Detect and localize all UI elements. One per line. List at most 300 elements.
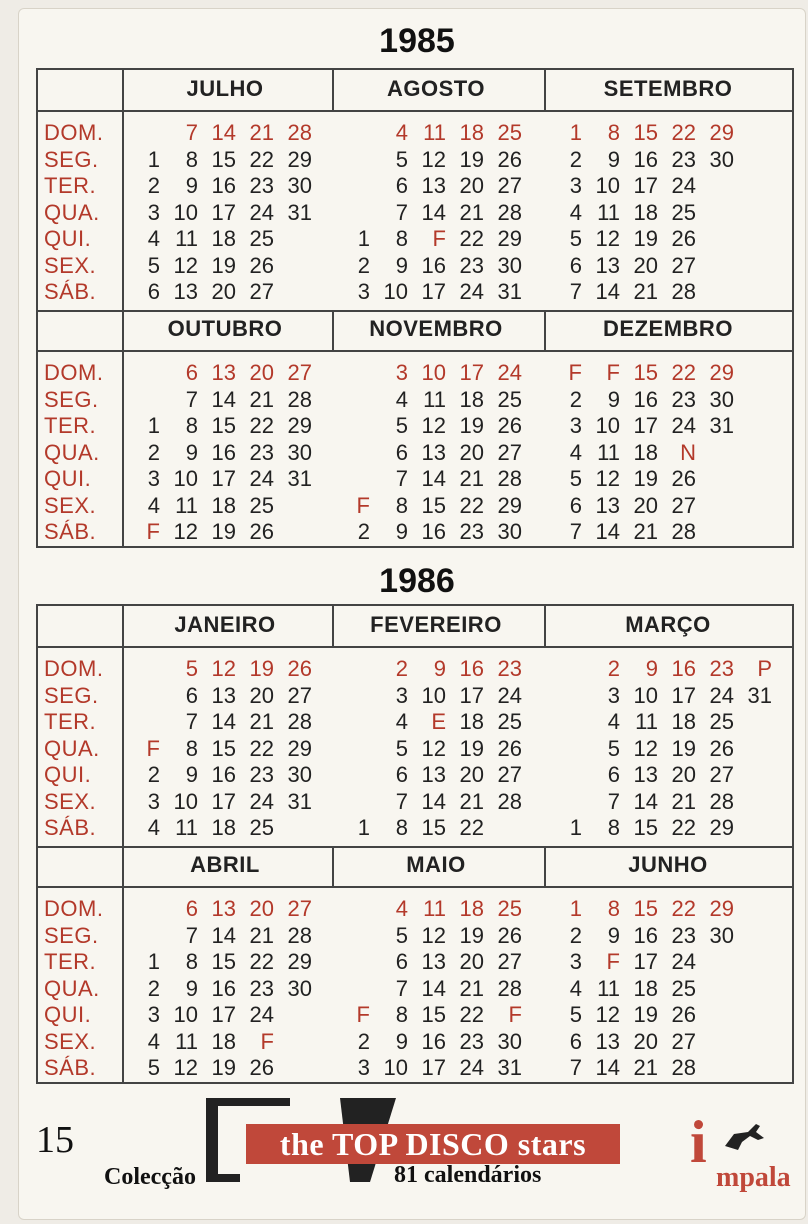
day-number: 10	[173, 466, 198, 491]
day-number: 14	[421, 975, 446, 1001]
day-number: 13	[595, 1028, 620, 1054]
day-number: 22	[671, 360, 696, 385]
collection-label: Colecção	[104, 1164, 196, 1190]
month-name: NOVEMBRO	[369, 316, 503, 341]
day-number: 24	[709, 682, 734, 708]
day-number: 10	[595, 413, 620, 438]
day-number: 20	[249, 360, 274, 385]
day-number: 14	[595, 279, 620, 304]
day-number: 7	[569, 1055, 582, 1080]
day-number: 28	[287, 386, 312, 412]
day-number: 3	[147, 466, 160, 491]
day-number: 10	[173, 199, 198, 225]
day-number: 16	[421, 252, 446, 278]
day-number: 20	[633, 492, 658, 518]
day-label: QUI.	[44, 762, 92, 787]
day-number: 6	[607, 762, 620, 787]
day-number: 23	[459, 1028, 484, 1054]
day-number: 12	[595, 1002, 620, 1027]
day-number: 3	[357, 1055, 370, 1080]
day-number: 1	[357, 226, 370, 251]
day-number: 7	[569, 519, 582, 544]
day-number: 2	[569, 146, 582, 172]
day-number: 24	[497, 360, 522, 385]
day-number: 15	[633, 815, 658, 840]
day-number: 24	[497, 682, 522, 708]
day-number: 19	[633, 226, 658, 251]
month-name: DEZEMBRO	[603, 316, 733, 341]
month-name: ABRIL	[190, 852, 260, 877]
day-number: 29	[497, 492, 522, 518]
day-number: 30	[497, 1028, 522, 1054]
day-number: 18	[459, 896, 484, 921]
day-number: 5	[395, 735, 408, 761]
day-number: 3	[569, 949, 582, 974]
day-number: 26	[671, 466, 696, 491]
day-number: 31	[287, 788, 312, 814]
day-number: 29	[287, 735, 312, 761]
day-number: 14	[211, 386, 236, 412]
day-number: 8	[395, 226, 408, 251]
day-number: 27	[249, 279, 274, 304]
day-number: 10	[595, 173, 620, 198]
day-number: 10	[421, 682, 446, 708]
day-number: 9	[395, 252, 408, 278]
day-number: 26	[497, 735, 522, 761]
day-number: 11	[175, 815, 198, 840]
day-number: 7	[395, 199, 408, 225]
day-number: 11	[175, 1028, 198, 1054]
day-number: 28	[671, 519, 696, 544]
day-number: 31	[747, 682, 772, 708]
day-number: 20	[211, 279, 236, 304]
day-number: 20	[459, 949, 484, 974]
day-number: 6	[395, 439, 408, 465]
day-number: 10	[383, 1055, 408, 1080]
day-number: 28	[287, 120, 312, 145]
day-label: DOM.	[44, 360, 104, 385]
day-number: 19	[459, 735, 484, 761]
day-number: 29	[287, 949, 312, 974]
day-label: SEX.	[44, 788, 97, 814]
day-number: 20	[249, 896, 274, 921]
day-number: 24	[459, 1055, 484, 1080]
day-number: 27	[671, 492, 696, 518]
day-number: 5	[395, 413, 408, 438]
day-number: 3	[569, 413, 582, 438]
day-number: F	[508, 1002, 522, 1027]
day-label: SÁB.	[44, 279, 97, 304]
card-number: 15	[36, 1119, 74, 1161]
day-label: SEG.	[44, 146, 99, 172]
day-number: 20	[459, 762, 484, 787]
day-label: QUI.	[44, 1002, 92, 1027]
day-number: 2	[569, 386, 582, 412]
day-number: 21	[671, 788, 696, 814]
day-number: 14	[421, 788, 446, 814]
day-number: 16	[421, 1028, 446, 1054]
day-number: 4	[395, 896, 408, 921]
day-number: 17	[633, 413, 658, 438]
day-number: 3	[395, 360, 408, 385]
day-number: 2	[607, 656, 620, 681]
day-number: 20	[633, 252, 658, 278]
day-number: 22	[249, 146, 274, 172]
day-number: 6	[569, 252, 582, 278]
day-number: 19	[459, 146, 484, 172]
month-name: MARÇO	[625, 612, 711, 637]
day-number: 27	[287, 360, 312, 385]
day-number: 1	[147, 949, 160, 974]
impala-logo	[690, 1109, 791, 1193]
day-number: 24	[671, 173, 696, 198]
day-number: 28	[497, 466, 522, 491]
day-number: 17	[633, 949, 658, 974]
day-number: 21	[459, 788, 484, 814]
day-number: 28	[671, 279, 696, 304]
day-number: 17	[459, 360, 484, 385]
day-number: 18	[633, 199, 658, 225]
day-number: 8	[395, 1002, 408, 1027]
day-number: 7	[607, 788, 620, 814]
day-number: 14	[595, 519, 620, 544]
day-number: 25	[497, 386, 522, 412]
day-number: 12	[421, 413, 446, 438]
day-number: 21	[249, 386, 274, 412]
grid-line	[122, 70, 124, 546]
day-number: 15	[211, 949, 236, 974]
day-number: 24	[459, 279, 484, 304]
day-number: 25	[709, 709, 734, 734]
impala-rest: mpala	[716, 1162, 791, 1193]
day-number: 3	[147, 199, 160, 225]
day-number: 2	[395, 656, 408, 681]
day-number: 7	[395, 466, 408, 491]
day-number: 4	[395, 120, 408, 145]
day-number: 7	[185, 922, 198, 948]
day-number: 16	[671, 656, 696, 681]
day-label: DOM.	[44, 896, 104, 921]
day-number: 29	[709, 896, 734, 921]
day-number: 4	[147, 1028, 160, 1054]
day-number: 22	[671, 896, 696, 921]
day-number: 16	[633, 386, 658, 412]
day-number: 5	[569, 1002, 582, 1027]
day-number: 3	[395, 682, 408, 708]
day-number: 21	[459, 199, 484, 225]
day-number: 28	[497, 199, 522, 225]
day-number: 26	[497, 922, 522, 948]
day-label: QUA.	[44, 199, 100, 225]
day-number: 21	[249, 709, 274, 734]
day-number: 20	[249, 682, 274, 708]
day-number: 18	[671, 709, 696, 734]
day-number: 25	[671, 199, 696, 225]
day-number: 3	[147, 1002, 160, 1027]
day-number: 25	[249, 226, 274, 251]
day-number: 18	[459, 386, 484, 412]
day-number: 6	[147, 279, 160, 304]
day-number: 22	[459, 815, 484, 840]
day-number: 15	[421, 815, 446, 840]
day-number: 25	[671, 975, 696, 1001]
day-number: 28	[671, 1055, 696, 1080]
day-number: 15	[633, 896, 658, 921]
day-number: 4	[569, 199, 582, 225]
day-number: 1	[147, 413, 160, 438]
day-number: 3	[357, 279, 370, 304]
day-number: 19	[671, 735, 696, 761]
day-label: SÁB.	[44, 519, 97, 544]
day-number: 5	[569, 226, 582, 251]
day-number: 23	[671, 922, 696, 948]
day-label: TER.	[44, 173, 97, 198]
day-number: 5	[569, 466, 582, 491]
day-number: 9	[607, 386, 620, 412]
calendar-count: 81 calendários	[394, 1162, 542, 1188]
day-number: 12	[421, 735, 446, 761]
impala-initial: i	[690, 1109, 707, 1175]
day-number: 4	[147, 226, 160, 251]
day-number: 18	[459, 120, 484, 145]
day-number: 21	[633, 519, 658, 544]
day-number: 13	[421, 762, 446, 787]
day-number: 6	[569, 1028, 582, 1054]
day-number: 19	[211, 252, 236, 278]
day-number: 1	[569, 815, 582, 840]
day-number: 13	[633, 762, 658, 787]
day-number: 1	[569, 896, 582, 921]
day-number: 23	[249, 439, 274, 465]
day-number: F	[606, 949, 620, 974]
day-number: E	[431, 709, 446, 734]
day-number: 26	[249, 1055, 274, 1080]
day-number: 15	[633, 360, 658, 385]
day-number: 4	[147, 815, 160, 840]
day-number: 17	[211, 466, 236, 491]
month-name: AGOSTO	[387, 76, 485, 101]
day-number: 26	[671, 1002, 696, 1027]
day-number: 2	[147, 762, 160, 787]
day-number: 31	[497, 1055, 522, 1080]
year-title: 1985	[379, 22, 455, 60]
day-number: 22	[249, 949, 274, 974]
day-number: 13	[211, 896, 236, 921]
day-number: 22	[459, 492, 484, 518]
day-number: 28	[287, 922, 312, 948]
day-number: 7	[395, 975, 408, 1001]
day-number: 7	[569, 279, 582, 304]
day-number: 14	[211, 120, 236, 145]
day-number: 18	[211, 1028, 236, 1054]
day-label: SEG.	[44, 682, 99, 708]
day-number: 30	[709, 922, 734, 948]
day-number: 2	[357, 1028, 370, 1054]
day-number: 5	[185, 656, 198, 681]
day-number: 6	[569, 492, 582, 518]
day-label: QUI.	[44, 466, 92, 491]
month-name: FEVEREIRO	[370, 612, 502, 637]
day-number: 3	[607, 682, 620, 708]
day-number: 29	[709, 360, 734, 385]
day-number: 19	[211, 519, 236, 544]
grid-line	[38, 310, 792, 312]
day-number: 7	[185, 709, 198, 734]
day-number: 16	[211, 439, 236, 465]
month-name: JUNHO	[628, 852, 708, 877]
day-number: 11	[423, 386, 446, 412]
day-number: 18	[211, 492, 236, 518]
day-number: 5	[395, 922, 408, 948]
day-number: 9	[185, 439, 198, 465]
day-number: 23	[671, 146, 696, 172]
day-number: 13	[421, 439, 446, 465]
day-number: 24	[249, 1002, 274, 1027]
day-number: 23	[249, 975, 274, 1001]
day-number: 18	[211, 226, 236, 251]
day-number: 16	[211, 173, 236, 198]
day-number: 30	[709, 146, 734, 172]
day-number: 15	[211, 146, 236, 172]
day-number: 9	[433, 656, 446, 681]
day-number: 20	[671, 762, 696, 787]
day-number: 11	[597, 199, 620, 225]
grid-line	[38, 846, 792, 848]
day-label: TER.	[44, 413, 97, 438]
day-label: DOM.	[44, 656, 104, 681]
day-number: 27	[671, 252, 696, 278]
day-label: SEX.	[44, 492, 97, 518]
day-number: F	[260, 1028, 274, 1054]
day-number: 29	[287, 413, 312, 438]
day-number: 26	[249, 519, 274, 544]
year-title: 1986	[379, 562, 455, 600]
day-number: 12	[173, 1055, 198, 1080]
day-number: 6	[185, 896, 198, 921]
day-number: 9	[645, 656, 658, 681]
day-number: 12	[633, 735, 658, 761]
day-number: 9	[185, 975, 198, 1001]
day-number: 14	[633, 788, 658, 814]
grid-line	[122, 606, 124, 1082]
day-number: 19	[249, 656, 274, 681]
grid-line	[38, 886, 792, 888]
day-number: 9	[185, 762, 198, 787]
grid-line	[38, 110, 792, 112]
day-number: 17	[211, 199, 236, 225]
day-number: 12	[421, 922, 446, 948]
day-number: 21	[249, 120, 274, 145]
day-number: 9	[395, 1028, 408, 1054]
day-number: 6	[395, 762, 408, 787]
day-label: TER.	[44, 949, 97, 974]
day-number: 27	[709, 762, 734, 787]
day-number: F	[146, 519, 160, 544]
day-number: 17	[211, 1002, 236, 1027]
day-number: P	[757, 656, 772, 681]
day-number: 22	[671, 120, 696, 145]
day-number: 28	[497, 975, 522, 1001]
day-number: 22	[249, 413, 274, 438]
day-number: 16	[633, 922, 658, 948]
day-number: 13	[211, 682, 236, 708]
day-label: SEX.	[44, 252, 97, 278]
day-number: 1	[357, 815, 370, 840]
day-number: 18	[211, 815, 236, 840]
day-number: 5	[147, 252, 160, 278]
day-number: 6	[395, 949, 408, 974]
day-number: 21	[633, 1055, 658, 1080]
day-number: 2	[147, 439, 160, 465]
day-number: 23	[671, 386, 696, 412]
day-number: 5	[147, 1055, 160, 1080]
day-number: 26	[671, 226, 696, 251]
day-number: 11	[597, 439, 620, 465]
day-number: 16	[211, 762, 236, 787]
day-number: 25	[249, 492, 274, 518]
day-label: QUA.	[44, 439, 100, 465]
day-label: SEG.	[44, 922, 99, 948]
day-number: 31	[709, 413, 734, 438]
day-number: 30	[709, 386, 734, 412]
day-number: 4	[395, 709, 408, 734]
day-label: SÁB.	[44, 815, 97, 840]
day-number: 2	[147, 173, 160, 198]
day-number: 19	[459, 413, 484, 438]
day-number: 26	[249, 252, 274, 278]
day-number: 31	[497, 279, 522, 304]
day-number: 27	[497, 173, 522, 198]
day-number: 24	[249, 199, 274, 225]
day-number: 4	[147, 492, 160, 518]
day-number: 6	[185, 682, 198, 708]
day-label: QUI.	[44, 226, 92, 251]
day-number: 26	[497, 146, 522, 172]
day-number: 10	[383, 279, 408, 304]
day-number: 4	[607, 709, 620, 734]
day-number: 19	[633, 1002, 658, 1027]
day-number: 14	[211, 922, 236, 948]
top-disco-stars-banner: the TOP DISCO stars	[246, 1124, 620, 1164]
day-number: 19	[211, 1055, 236, 1080]
month-name: JANEIRO	[174, 612, 276, 637]
day-number: 8	[185, 146, 198, 172]
day-number: 21	[459, 466, 484, 491]
day-number: 7	[395, 788, 408, 814]
day-number: 29	[497, 226, 522, 251]
day-number: N	[680, 439, 696, 465]
month-name: JULHO	[186, 76, 264, 101]
day-number: 5	[607, 735, 620, 761]
day-number: 28	[709, 788, 734, 814]
day-number: 13	[595, 252, 620, 278]
day-number: 25	[497, 896, 522, 921]
day-number: 30	[287, 762, 312, 787]
day-label: SEX.	[44, 1028, 97, 1054]
grid-line	[38, 646, 792, 648]
day-number: 20	[633, 1028, 658, 1054]
day-number: 22	[249, 735, 274, 761]
day-number: 29	[709, 815, 734, 840]
day-number: 23	[249, 762, 274, 787]
day-number: 10	[173, 788, 198, 814]
day-label: QUA.	[44, 735, 100, 761]
day-number: 18	[633, 439, 658, 465]
day-number: 20	[459, 173, 484, 198]
day-number: 18	[633, 975, 658, 1001]
day-number: 27	[497, 762, 522, 787]
day-number: 9	[185, 173, 198, 198]
